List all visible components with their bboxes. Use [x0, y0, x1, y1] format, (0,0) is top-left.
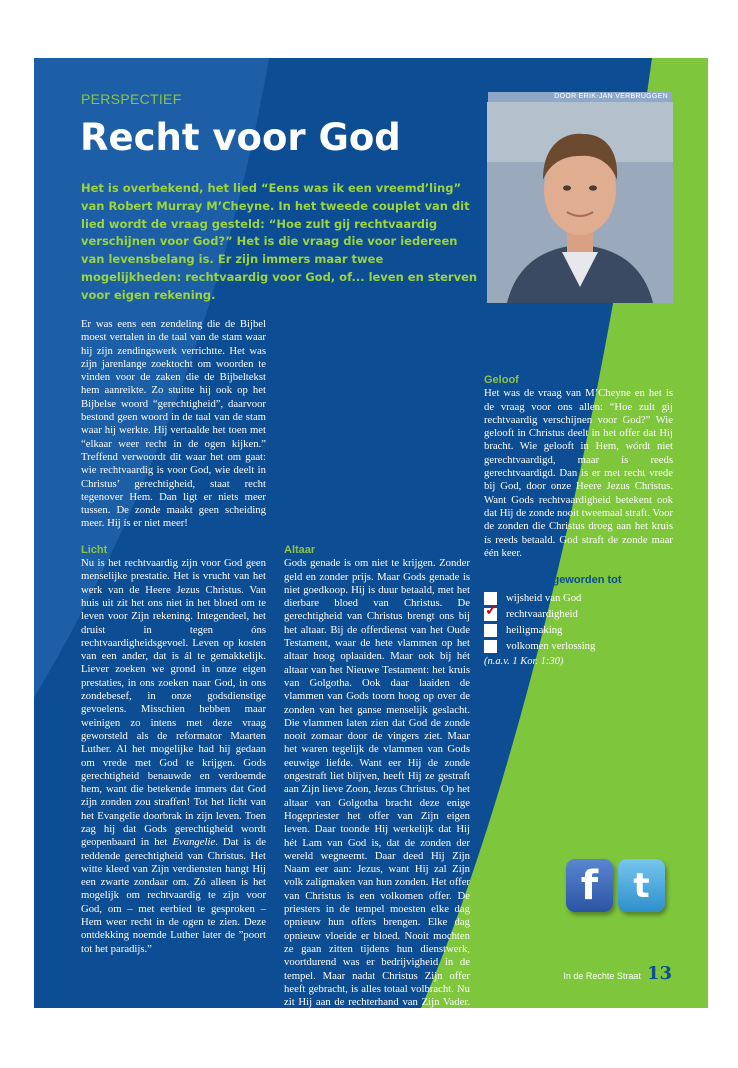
author-byline: DOOR ERIK-JAN VERBRUGGEN — [488, 92, 672, 102]
checklist-item-rechtvaardigheid: ✓ rechtvaardigheid — [485, 602, 578, 620]
subheading-licht: Licht — [81, 543, 108, 556]
checklist-item-wijsheid: wijsheid van God — [484, 590, 673, 606]
twitter-icon[interactable]: t — [618, 859, 665, 912]
checklist-item-verlossing: volkomen verlossing — [484, 638, 673, 654]
paragraph-licht: Nu is het rechtvaardig zijn voor God geen menselijke prestatie. Het is vrucht van het werk van de Heere Jezus Christus. Van huis uit zit het ons niet in het bloed om te leven voor Zijn rekening. Integendeel, het druist in tegen óns rechtvaardigheidsgevoel. Leven op kosten van een ander, dat is ál te gemakkelijk. Liever zoeken we grond in onze eigen prestaties, in ons zoeken naar God, in ons zondebesef, in onze godsdienstige gevoelens. Misschien hebben maar weinigen zo intens met deze vraag geworsteld als de reformator Maarten Luther. Al het mogelijke had hij gedaan om vrede met God te krijgen. Gods gerechtigheid benauwde en verdoemde hem, want die betekende immers dat God zijn zonden zou straffen! Tot het licht van het Evangelie doorbrak in zijn leven. Toen zag hij dat Gods gerechtigheid wordt geopenbaard in het Evangelie. Dat is de reddende gerechtigheid van Christus. Het witte kleed van Zijn verdiensten hangt Hij een zwarte zondaar om. Zó alleen is het mogelijk om rechtvaardig te zijn voor God, om – met eerbied te gesproken – Hem weer recht in de ogen te zien. Deze ontdekking noemde Luther later de ”poort tot het paradijs.” — [81, 557, 266, 955]
page-footer — [563, 963, 672, 984]
checklist-item-heiligmaking: heiligmaking — [484, 622, 673, 638]
magazine-page — [34, 58, 708, 1062]
author-photo — [487, 102, 673, 303]
article-title: Recht voor God — [80, 116, 401, 159]
checklist-heading: Jezus is ons geworden tot — [484, 574, 622, 587]
subheading-geloof: Geloof — [484, 374, 519, 386]
article-column-3 — [484, 318, 673, 668]
intro-paragraph: Het is overbekend, het lied “Eens was ik een vreemd’ling” van Robert Murray M’Cheyne. In het tweede couplet van dit lied wordt de vraag gesteld: “Hoe zult gij rechtvaardig verschijnen voor God?” Het is die vraag die voor iedereen van levensbelang is. Er zijn immers maar twee mogelijkheden: rechtvaardig voor God, of... leven en sterven voor eigen rekening. — [81, 181, 478, 302]
section-label: PERSPECTIEF — [81, 91, 182, 107]
checkbox-icon — [484, 624, 497, 637]
checkbox-icon — [484, 640, 497, 653]
checklist — [484, 590, 673, 654]
checkbox-checked-icon — [484, 602, 498, 621]
subheading-altaar: Altaar — [284, 544, 316, 556]
article-column-1 — [81, 318, 266, 956]
article-column-2 — [284, 318, 470, 1063]
paragraph-altaar: Gods genade is om niet te krijgen. Zonder geld en zonder prijs. Maar Gods genade is niet goedkoop. Hij is duur betaald, met het dierbare bloed van Christus. De gerechtigheid van Christus brengt ons bij het altaar. Bij de offerdienst van het Oude Testament, waar de hete vlammen op het altaar hoog oplaaiden. Maar ook bij hét altaar van het Nieuwe Testament: het kruis van Golgotha. Ook daar laaiden de vlammen van Gods toorn hoog op over de zonden van het ganse menselijk geslacht. Die vlammen laten zien dat God de zonde nooit zomaar door de vingers ziet. Maar het waren tegelijk de vlammen van Gods eeuwige liefde. Want eer Hij de zonde ongestraft liet blijven, heeft Hij ze gestraft aan Zijn lieve Zoon, Jezus Christus. Op het altaar van Golgotha bracht deze enige Hogepriester het offer van Zijn eigen leven. Daar toonde Hij werkelijk dat Hij hét Lam van God is, dat de zonden der wereld wegneemt. Daar deed Hij Zijn Naam eer aan: Jezus, want Hij zal Zijn volk zaligmaken van hun zonden. Het offer van Christus is een volkomen offer. De priesters in de tempel moesten elke dag opnieuw hun offers brengen. Elke dag opnieuw vloeide er bloed. Nooit mochten ze gaan zitten tijdens hun dienstwerk, voortdurend was er bedrijvigheid in de tempel. Maar nadat Christus Zijn offer heeft gebracht, is alles totaal volbracht. Nu zit Hij aan de rechterhand van Zijn Vader. Het werk is gedaan en het is volkomen gedaan. De toegang tot de troon van God is vrij, ingewijd door het bloed van Christus. Zijn werk is volkomen. — [284, 557, 470, 1062]
bible-reference: (n.a.v. 1 Kor. 1:30) — [484, 656, 564, 668]
paragraph-opening: Er was eens een zendeling die de Bijbel moest vertalen in de taal van de stam waar hij zijn zendingswerk verrichtte. Het was zijn jarenlange zoektocht om woorden te vinden voor de zaken die de Bijbeltekst hem aanreikte. Zo stuitte hij ook op het Bijbelse woord “gerechtigheid”, daarvoor bestond geen woord in de taal van de stam waar hij werkte. Hij vertaalde het toen met “elkaar weer recht in de ogen kijken.” Treffend verwoordt dit waar het om gaat: wie rechtvaardig is voor God, wie deelt in Christus’ gerechtigheid, staat recht tegenover Hem. Dan ligt er niets meer tussen. De zonde maakt geen scheiding meer. Hij ís er niet meer! — [81, 318, 266, 530]
paragraph-geloof: Het was de vraag van M’Cheyne en het is de vraag voor ons allen: “Hoe zult gij rechtvaardig verschijnen voor God?” Wie gelooft in Christus deelt in het offer dat Hij bracht. Wie gelooft in Hem, wórdt niet gerechtvaardigd, maar ís reeds gerechtvaardigd. Dan is er met recht vrede bij God, door onze Heere Jezus Christus. Want Gods rechtvaardigheid betekent ook dat Hij de zonde nooit tweemaal straft. Voor de zonden die Christus droeg aan het kruis ís reeds betaald. God straft de zonde maar één keer. — [484, 387, 673, 559]
magazine-name: In de Rechte Straat — [563, 971, 641, 981]
red-checkmark-icon: ✓ — [485, 602, 498, 619]
page-number: 13 — [646, 963, 672, 984]
facebook-icon[interactable]: f — [566, 859, 613, 912]
